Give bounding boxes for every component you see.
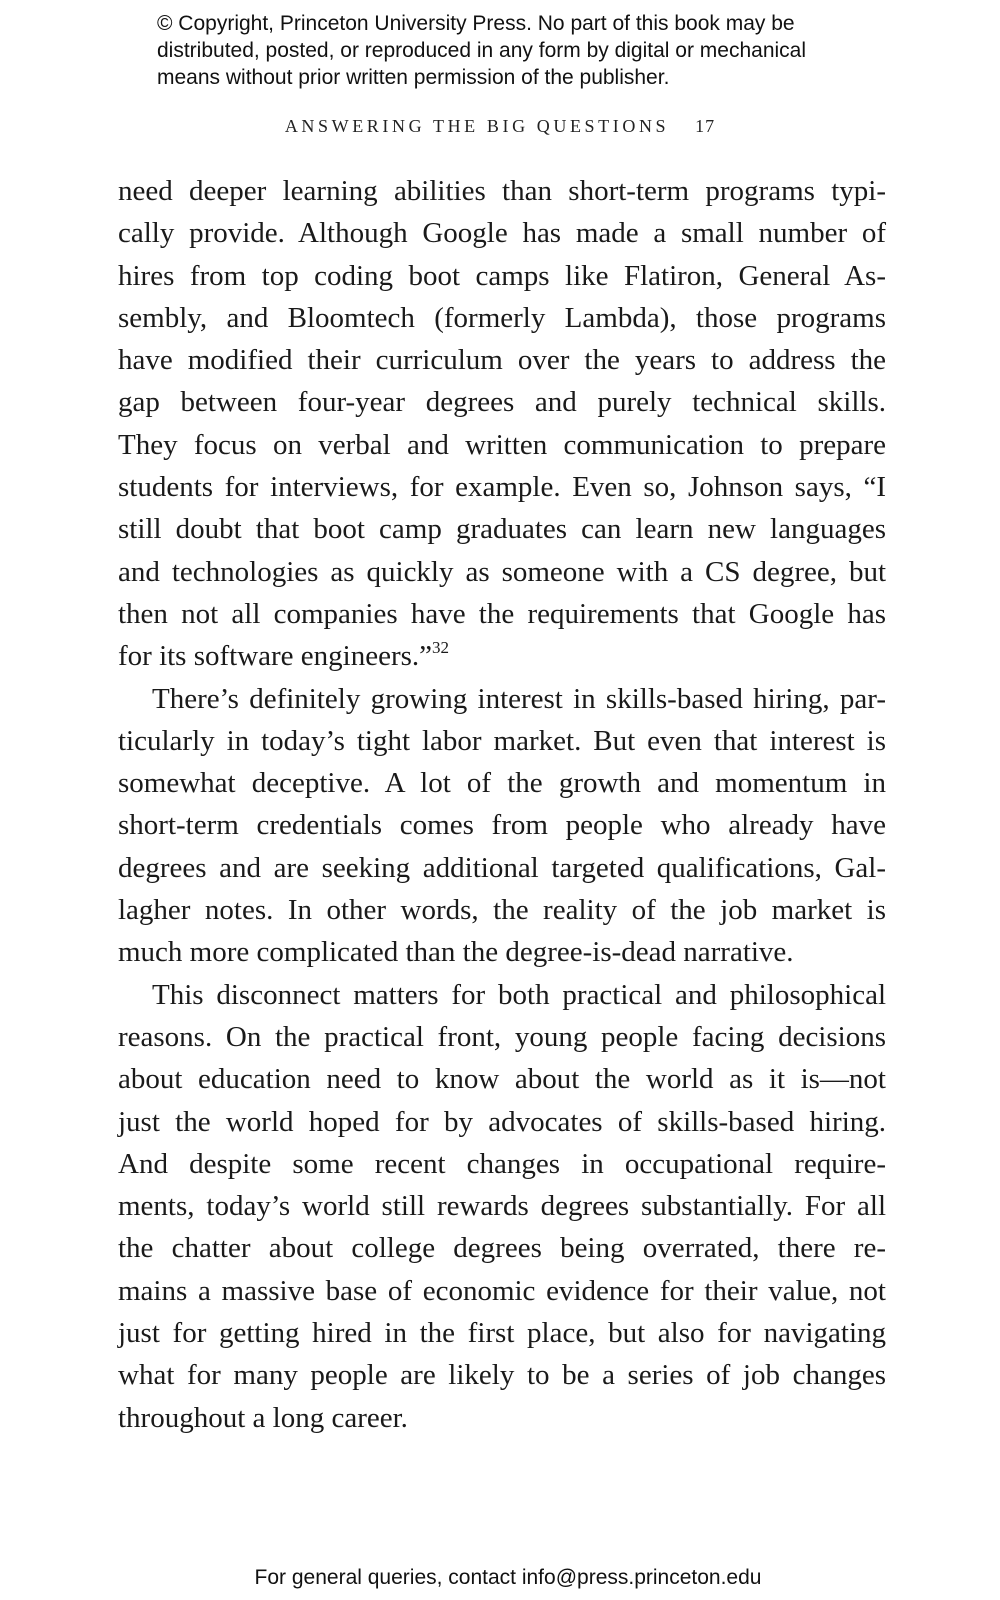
- copyright-notice: [157, 10, 897, 91]
- running-head-title: ANSWERING THE BIG QUESTIONS: [284, 116, 670, 136]
- paragraph-1: [118, 170, 886, 678]
- text-line: about education need to know about the world as it is—not: [118, 1063, 886, 1096]
- text-line: ticularly in today’s tight labor market. But even that interest is: [118, 724, 886, 757]
- body-text: [118, 170, 886, 1439]
- paragraph-2: [118, 678, 886, 974]
- text-line: throughout a long career.: [118, 1401, 408, 1434]
- text-line: degrees and are seeking additional targeted qualifications, Gal-: [118, 851, 886, 884]
- text-line: hires from top coding boot camps like Flatiron, General As-: [118, 259, 886, 292]
- text-line: then not all companies have the requirements that Google has: [118, 597, 886, 630]
- text-line: ments, today’s world still rewards degrees substantially. For all: [118, 1190, 886, 1223]
- text-line: just the world hoped for by advocates of skills-based hiring.: [118, 1105, 886, 1138]
- text-line: sembly, and Bloomtech (formerly Lambda), those programs: [118, 301, 886, 334]
- text-line: gap between four-year degrees and purely technical skills.: [118, 386, 886, 419]
- text-line: And despite some recent changes in occupational require-: [118, 1147, 886, 1180]
- copyright-line: means without prior written permission of the publisher.: [157, 66, 670, 89]
- text-line: They focus on verbal and written communication to prepare: [118, 428, 886, 461]
- text-line: and technologies as quickly as someone with a CS degree, but: [118, 555, 886, 588]
- page-number: 17: [695, 116, 716, 136]
- text-line: have modified their curriculum over the years to address the: [118, 344, 886, 377]
- text-line: mains a massive base of economic evidence for their value, not: [118, 1274, 886, 1307]
- text-line: lagher notes. In other words, the reality of the job market is: [118, 894, 886, 927]
- text-line: what for many people are likely to be a series of job changes: [118, 1359, 886, 1392]
- text-line: the chatter about college degrees being overrated, there re-: [118, 1232, 886, 1265]
- text-line: short-term credentials comes from people who already have: [118, 809, 886, 842]
- text-line: This disconnect matters for both practical and philosophical: [152, 978, 886, 1011]
- text-line: reasons. On the practical front, young people facing decisions: [118, 1020, 886, 1053]
- text-line: just for getting hired in the first place, but also for navigating: [118, 1317, 886, 1350]
- text-line: There’s definitely growing interest in skills-based hiring, par-: [152, 682, 886, 715]
- text-line: [118, 635, 886, 677]
- text-line: still doubt that boot camp graduates can learn new languages: [118, 513, 886, 546]
- text-line: much more complicated than the degree-is-dead narrative.: [118, 936, 794, 969]
- paragraph-3: [118, 974, 886, 1439]
- footer-contact: For general queries, contact info@press.princeton.edu: [254, 1566, 762, 1589]
- text-line-content: for its software engineers.”: [118, 640, 433, 673]
- text-line: students for interviews, for example. Even so, Johnson says, “I: [118, 471, 886, 504]
- text-line: need deeper learning abilities than short-term programs typi-: [118, 175, 886, 207]
- text-line: cally provide. Although Google has made a small number of: [118, 217, 886, 250]
- text-line: somewhat deceptive. A lot of the growth and momentum in: [118, 767, 886, 800]
- copyright-line: distributed, posted, or reproduced in any form by digital or mechanical: [157, 39, 807, 62]
- footnote-reference: 32: [432, 638, 450, 658]
- copyright-line: © Copyright, Princeton University Press. No part of this book may be: [157, 12, 795, 35]
- running-head: [0, 116, 1000, 137]
